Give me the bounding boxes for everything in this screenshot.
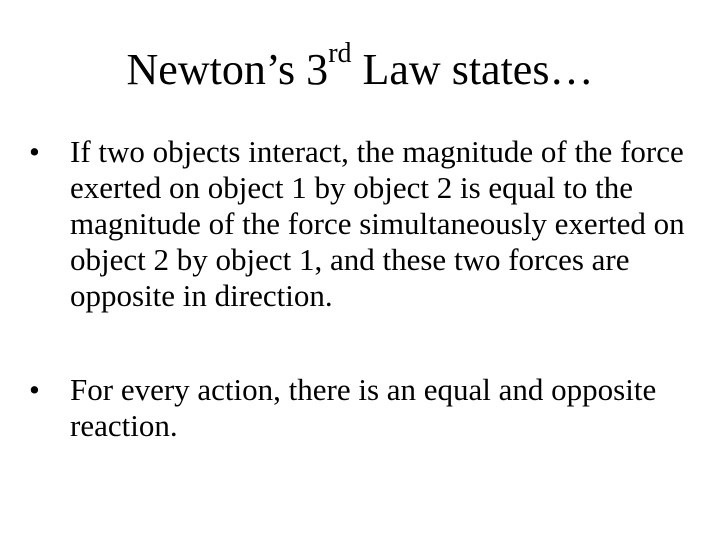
bullet-text: For every action, there is an equal and opposite reaction.: [70, 372, 657, 443]
title-superscript: rd: [328, 38, 352, 69]
bullet-marker: •: [29, 134, 40, 169]
bullet-marker: •: [29, 372, 40, 407]
bullet-item: [0, 372, 690, 444]
bullet-list: [0, 134, 720, 444]
bullet-item: [0, 134, 690, 314]
bullet-text: If two objects interact, the magnitude of the force exerted on object 1 by object 2 is equal to the magnitude of the force simultaneously exerted on object 2 by object 1, and these two forces are opposite in direction.: [70, 134, 685, 313]
title-suffix: Law states…: [351, 45, 594, 94]
slide-title: [0, 38, 720, 96]
title-prefix: Newton’s 3: [126, 45, 329, 94]
